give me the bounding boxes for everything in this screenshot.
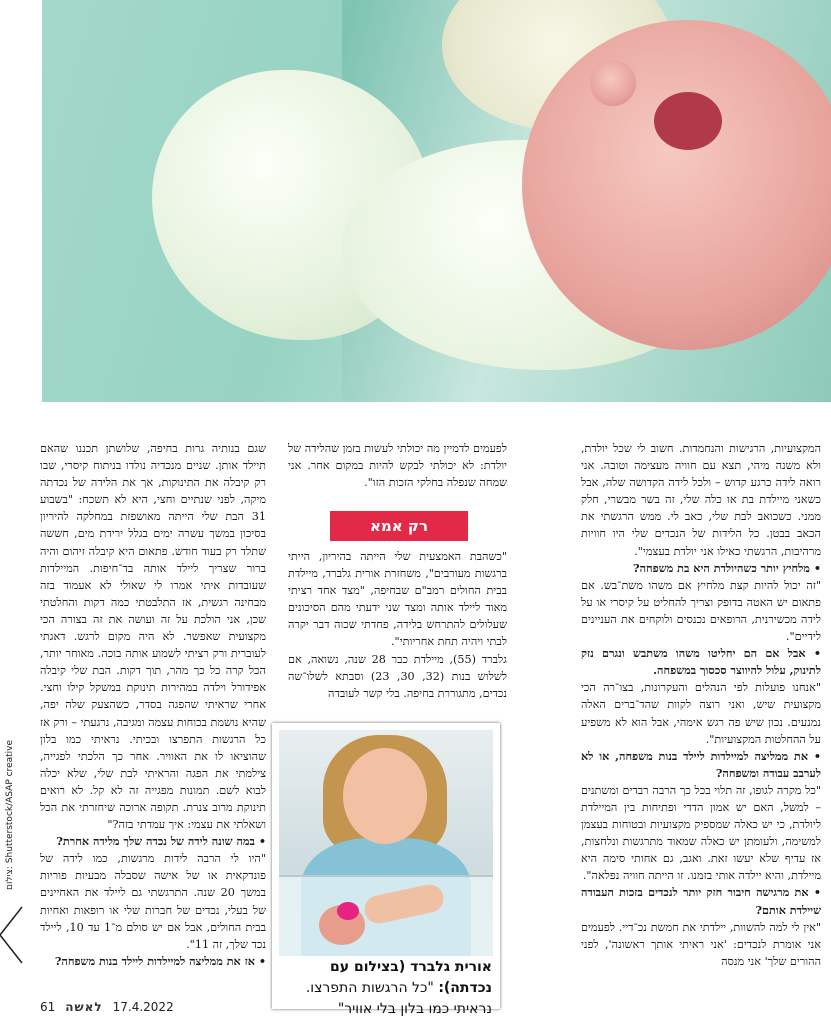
body-paragraph: שגם בנותיה גרות בחיפה, שלושתן תכננו שהאם תיילד אותן. שניים מנכדיה נולדו בניתוח קיסרי, שבו רק קיבלה את התינוקות, אך את הלידה של נכדתה מיקה, לפני שנתיים וחצי, היא לא תשכח: "בשבוע 31 הבת שלי הייתה מאושפזת במחלקה להיריון בסיכון במשך עשרה ימים בגלל ירידת מים, חששה שתלד רק בעוד חודש. פתאום היא קיבלה זיהום והיה ברור שצריך ליילד אותה בד־חיפות. המיילדות שעובדות איתי אמרו לי שאולי לא אעמוד בזה מבחינה רגשית, אז התלבטתי כמה דקות והחלטתי שכן, אני הולכת על זה ועושה את זה בצורה הכי מקצועית שאפשר. לא היה מקום לרגש. דאגתי לעוברית ורק רציתי לשמוע אותה בוכה. מאוחר יותר, הכל קרה כל כך מהר, תוך דקות. הבת שלי קיבלה אפידורל וילדה במהירות תינוקת במשקל קילו וחצי. אחרי שראיתי שהפגה בסדר, כשהצעק שלה יפה, שהיא נושמת בכוחות עצמה ומגיבה, נרגעתי – ורק אז כל הרגשות התפרצו ובכיתי. נראיתי כמו בלון שהוציאו לו את האוויר. אחר כך הלכתי לפגייה, צילמתי את הפגה והראיתי לבת שלי, שלא יכלה לבוא לשם. תמונות מפגייה זה לא קל. לא רואים תינוקת מרוב צנרת. תקופה ארוכה שיחזרתי את הכל ושאלתי את עצמי: איך עמדתי בזה?"	[40, 442, 266, 832]
question-paragraph: • את ממליצה למיילדות ליילד בנות משפחה, או לא לערבב עבודה ומשפחה?	[581, 748, 821, 780]
section-badge: רק אמא	[330, 511, 468, 541]
column-middle-top	[288, 440, 507, 491]
photo-face	[343, 748, 427, 844]
body-paragraph: "כל מקרה לגופו, זה תלוי בכל כך הרבה רבדים ומשתנים – למשל, האם יש אמון הדדי ופתיחות בין המיילדת ליולדת, כי יש כאלה שמספיק מקצועיות ובטוחות בעצמן למשימה, ולעומתן יש כאלה שמאוד מתרגשות ונלחצות, אז עדיף שלא יעשו זאת. ואגב, גם אחותי סימה היא מיילדת, והיא יילדה אותי בזמנו. זו הייתה חוויה נפלאה".	[581, 783, 821, 883]
photo-card	[272, 723, 500, 1017]
grandmother-photo	[279, 730, 493, 956]
photo-baby-cap	[337, 902, 359, 920]
body-paragraph: לפעמים לדמיין מה יכולתי לעשות בזמן שהלידה של יולדת: לא יכולתי לבקש להיות במקום אחר. אני שמחה שנפלה בחלקי הזכות הזו".	[288, 442, 507, 490]
baby-face	[522, 20, 831, 350]
page-number: 61	[40, 1000, 56, 1014]
caption-name: אורית גלברד (בצילום עם נכדתה):	[330, 959, 492, 996]
question-paragraph: • את מרגישה חיבור חזק יותר לנכדים בזכות העבודה שיילדת אותם?	[581, 885, 821, 917]
body-paragraph: גלברד (55), מיילדת כבר 28 שנה, נשואה, אם לשלוש בנות (32, 30, 23) וסבתא לשלו־שה נכדים, מתגוררת בחיפה. בלי קשר לעובדה	[288, 652, 507, 700]
column-right	[581, 440, 821, 970]
column-middle-bottom	[288, 548, 507, 702]
question-paragraph: • אבל אם הם יחליטו משהו משתבש ונגרם נזק לתינוק, עלול להיווצר סכסוך במשפחה.	[581, 646, 821, 678]
photo-credit: צילום: Shutterstock/ASAP creative	[5, 739, 15, 890]
body-paragraph: "אנחנו פועלות לפי הנהלים והעקרונות, בצו־רה הכי מקצועית שיש, ואני רוצה לקוות שהד־ברים האלה נמנעים. נכון שיש פה רגש אימהי, אבל הוא לא משפיע על ההחלטות המקצועיות".	[581, 681, 821, 746]
column-left	[40, 440, 266, 970]
magazine-logo: לאשה	[65, 1000, 103, 1014]
body-paragraph: המקצועיות, הרגישות והנחמדות. חשוב לי שכל יולדת, ולא משנה מיהי, תצא עם חוויה מעצימה וטובה. אני רואה לידה כרגע קדוש – ולכל לידה הקדושה שלה, אבל כשאני מיילדת בת או כלה שלי, זה בשר מבשרי, חלק ממני. כשכואב לבת שלי, כאב לי. ממש הרגשתי את הכאב בבטן. כל הלידות של הנכדים שלי היו חוויות מרהיבות, הרגשתי כאילו אני יולדת בעצמי".	[581, 442, 821, 558]
caption-quote: "כל הרגשות התפרצו. נראיתי כמו בלון בלי אוויר"	[305, 980, 492, 1017]
question-paragraph: • אז את ממליצה למיילדות ליילד בנות משפחה?	[54, 953, 266, 968]
body-paragraph: "זה יכול להיות קצת מלחיץ אם משהו משת־בש. אם פתאום יש האטה בדופק וצריך להחליט על קיסרי או על לידה מכשירנית, הרופאים נכנסים ולוקחים את העניינים לידיים".	[581, 578, 821, 644]
corner-mark-icon	[0, 905, 24, 965]
page-footer	[40, 1000, 174, 1014]
body-paragraph: "אין לי למה להשוות, יילדתי את חמשת נכ־דיי. לפעמים אני אומרת לנכדים: 'אני ראיתי אותך ראשונה', לפני ההורים שלך' אני מנסה	[581, 920, 821, 968]
hero-photo	[42, 0, 831, 402]
baby-mouth	[654, 92, 722, 150]
issue-date: 17.4.2022	[112, 1000, 174, 1014]
body-paragraph: "היו לי הרבה לידות מרגשות, כמו לידה של פונדקאית או של אישה שסבלה מבעיות פוריות במשך 20 שנה. התרגשתי גם ליילד את האחיינים של בעלי, נכדים של חברות שלי או רופאות ואחיות בבית החולים, אבל אם יש סולם מ־1 עד 10, ליילד נכד שלך, זה 11".	[40, 852, 267, 951]
body-paragraph: "כשהבת האמצעית שלי הייתה בהיריון, הייתי ברגשות מעורבים", משחזרת אורית גלברד, מיילדת בבית החולים רמב"ם שבחיפה, "מצד אחד רציתי מאוד ליילד אותה ומצד שני ידעתי מהם הסיכונים שעלולים להתרחש בלידה, פחדתי שכוה דבר יקרה לבתי ויהיה תחת אחריותי".	[288, 550, 507, 649]
question-paragraph: • במה שונה לידה של נכדה שלך מלידה אחרת?	[56, 834, 266, 849]
photo-caption	[280, 957, 492, 1020]
question-paragraph: • מלחיץ יותר כשהיולדת היא בת משפחה?	[633, 560, 821, 575]
baby-nose	[590, 60, 636, 106]
